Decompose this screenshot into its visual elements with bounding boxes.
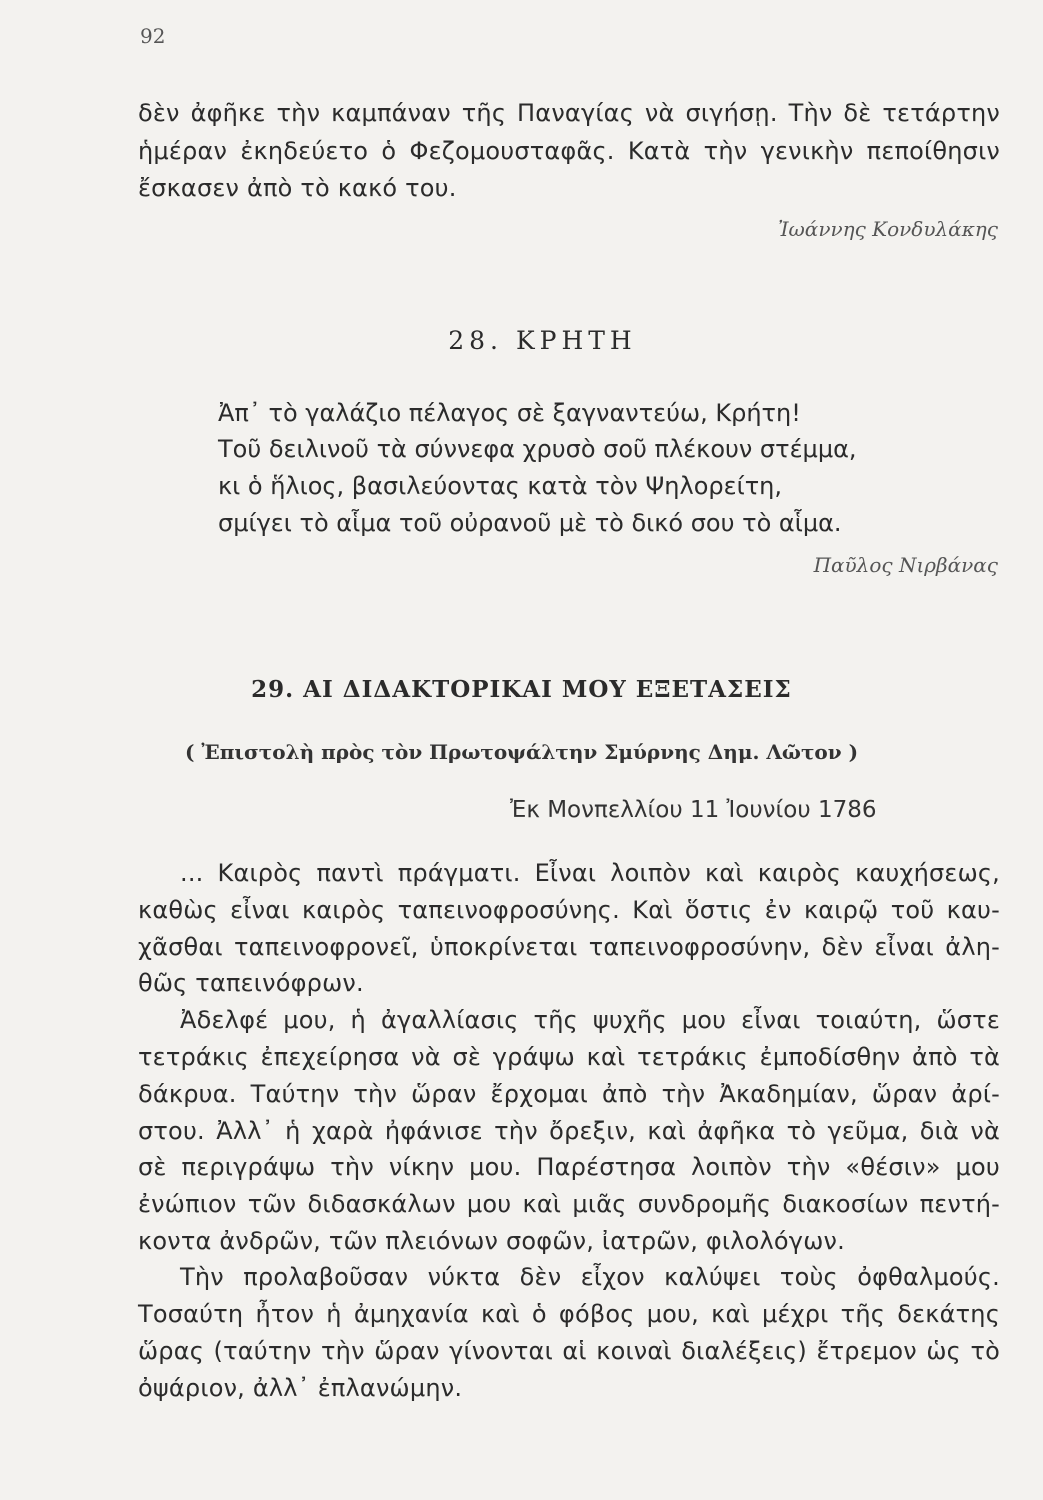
poem-line: κι ὁ ἥλιος, βασιλεύοντας κατὰ τὸν Ψηλορείτη, (218, 472, 783, 500)
section-28-heading: 28. ΚΡΗΤΗ (448, 326, 637, 355)
section-29-heading: 29. ΑΙ ΔΙΔΑΚΤΟΡΙΚΑΙ ΜΟΥ ΕΞΕΤΑΣΕΙΣ (251, 676, 792, 703)
body-line: ὥρας (ταύτην τὴν ὥραν γίνονται αἱ κοιναὶ διαλέξεις) ἔτρεμον ὡς τὸ (138, 1337, 1000, 1365)
body-line: θῶς ταπεινόφρων. (138, 969, 364, 997)
body-line: δάκρυα. Ταύτην τὴν ὥραν ἔρχομαι ἀπὸ τὴν Ἀκαδημίαν, ὥραν ἀρί- (138, 1080, 1000, 1108)
body-line: χᾶσθαι ταπεινοφρονεῖ, ὑποκρίνεται ταπεινοφροσύνην, δὲν εἶναι ἀλη- (138, 933, 1000, 961)
body-line: Ἀδελφέ μου, ἡ ἀγαλλίασις τῆς ψυχῆς μου εἶναι τοιαύτη, ὥστε (180, 1006, 1000, 1034)
poem-line: Ἀπ᾿ τὸ γαλάζιο πέλαγος σὲ ξαγναντεύω, Κρήτη! (218, 399, 801, 427)
section-29-subheading: ( Ἐπιστολὴ πρὸς τὸν Πρωτοψάλτην Σμύρνης Δημ. Λῶτον ) (184, 740, 859, 764)
body-line: ἐνώπιον τῶν διδασκάλων μου καὶ μιᾶς συνδρομῆς διακοσίων πεντή- (138, 1190, 1000, 1218)
body-line: ... Καιρὸς παντὶ πράγματι. Εἶναι λοιπὸν καὶ καιρὸς καυχήσεως, (180, 859, 1000, 887)
dateline: Ἐκ Μονπελλίου 11 Ἰουνίου 1786 (510, 797, 877, 823)
intro-line: ἡμέραν ἐκηδεύετο ὁ Φεζομουσταφᾶς. Κατὰ τὴν γενικὴν πεποίθησιν (138, 137, 1000, 165)
poem-line: σμίγει τὸ αἷμα τοῦ οὐρανοῦ μὲ τὸ δικό σου τὸ αἷμα. (218, 509, 842, 537)
body-line: καθὼς εἶναι καιρὸς ταπεινοφροσύνης. Καὶ ὅστις ἐν καιρῷ τοῦ καυ- (138, 896, 1000, 924)
page-number: 92 (140, 24, 166, 48)
body-line: Τοσαύτη ἦτον ἡ ἀμηχανία καὶ ὁ φόβος μου, καὶ μέχρι τῆς δεκάτης (138, 1300, 1000, 1328)
body-line: ὀψάριον, ἀλλ᾿ ἐπλανώμην. (138, 1374, 463, 1402)
body-line: κοντα ἀνδρῶν, τῶν πλειόνων σοφῶν, ἰατρῶν, φιλολόγων. (138, 1227, 845, 1255)
body-line: στου. Ἀλλ᾿ ἡ χαρὰ ἠφάνισε τὴν ὄρεξιν, καὶ ἀφῆκα τὸ γεῦμα, διὰ νὰ (138, 1117, 1000, 1145)
body-line: Τὴν προλαβοῦσαν νύκτα δὲν εἶχον καλύψει τοὺς ὀφθαλμούς. (180, 1263, 1000, 1291)
intro-line: δὲν ἀφῆκε τὴν καμπάναν τῆς Παναγίας νὰ σιγήσῃ. Τὴν δὲ τετάρτην (138, 99, 1000, 127)
intro-author: Ἰωάννης Κονδυλάκης (778, 217, 998, 241)
intro-line: ἔσκασεν ἀπὸ τὸ κακό του. (138, 174, 457, 202)
section-28-author: Παῦλος Νιρβάνας (813, 553, 998, 577)
body-line: τετράκις ἐπεχείρησα νὰ σὲ γράψω καὶ τετράκις ἐμποδίσθην ἀπὸ τὰ (138, 1043, 1000, 1071)
body-line: σὲ περιγράψω τὴν νίκην μου. Παρέστησα λοιπὸν τὴν «θέσιν» μου (138, 1153, 1000, 1181)
poem-line: Τοῦ δειλινοῦ τὰ σύννεφα χρυσὸ σοῦ πλέκουν στέμμα, (218, 435, 857, 463)
